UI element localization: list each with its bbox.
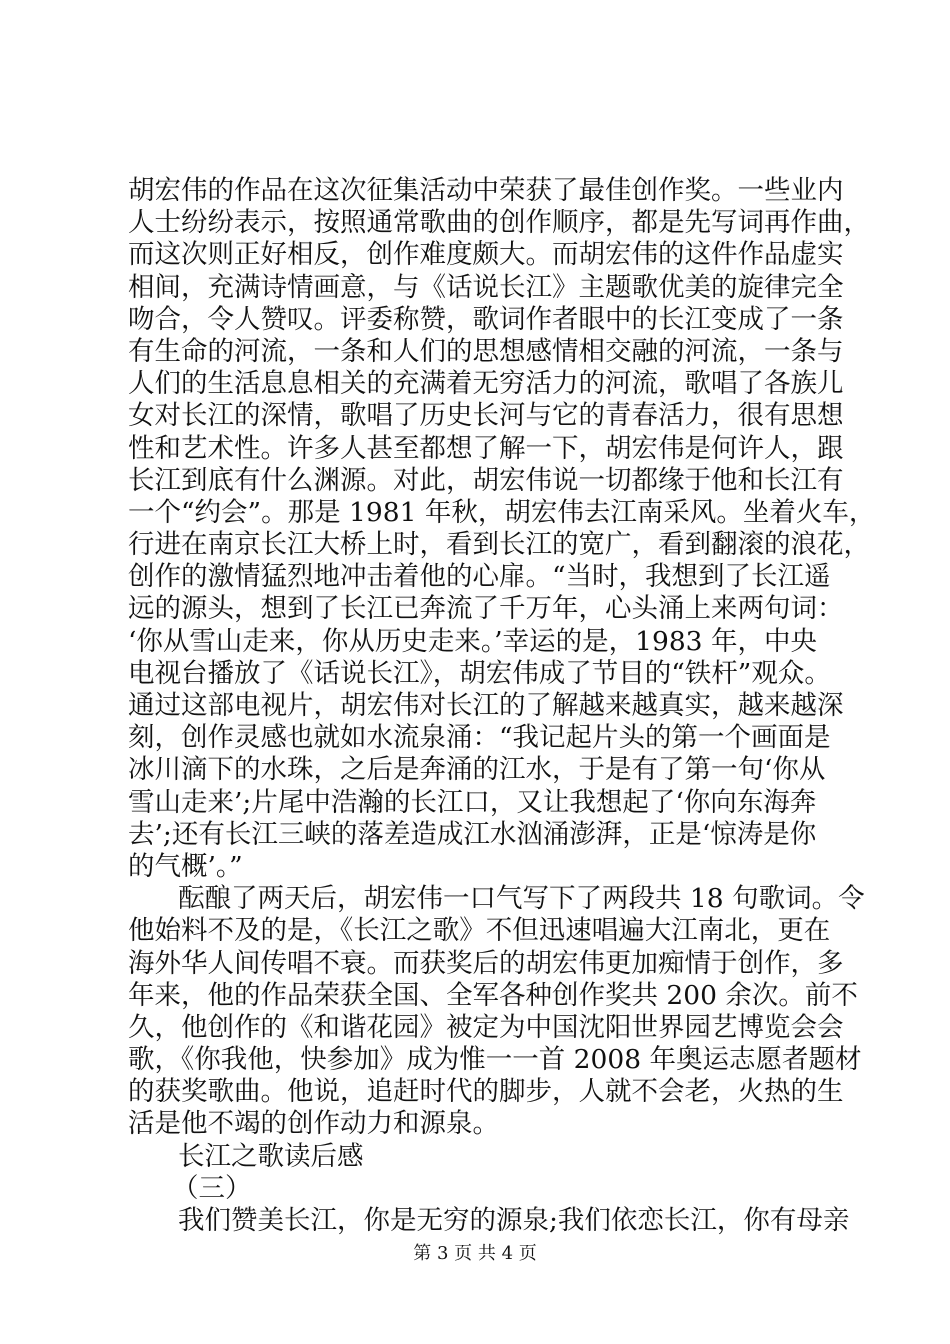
text-line: 相间，充满诗情画意，与《话说长江》主题歌优美的旋律完全	[128, 271, 844, 303]
paragraph-start-line: 酝酿了两天后，胡宏伟一口气写下了两段共 18 句歌词。令	[178, 883, 865, 915]
page-footer: 第 3 页 共 4 页	[413, 1243, 537, 1264]
text-line: 久，他创作的《和谐花园》被定为中国沈阳世界园艺博览会会	[128, 1011, 844, 1043]
text-line: 雪山走来’;片尾中浩瀚的长江口，又让我想起了‘你向东海奔	[128, 786, 817, 818]
text-line: 远的源头，想到了长江已奔流了千万年，心头涌上来两句词：	[128, 593, 844, 625]
text-line: 而这次则正好相反，创作难度颇大。而胡宏伟的这件作品虚实	[128, 239, 844, 271]
text-line: 他始料不及的是，《长江之歌》不但迅速唱遍大江南北，更在	[128, 915, 831, 947]
text-line: 刻，创作灵感也就如水流泉涌：“我记起片头的第一个画面是	[128, 722, 831, 754]
text-line: 性和艺术性。许多人甚至都想了解一下，胡宏伟是何许人，跟	[128, 432, 844, 464]
text-line: 冰川滴下的水珠，之后是奔涌的江水，于是有了第一句‘你从	[128, 754, 826, 786]
text-line: 去’;还有长江三峡的落差造成江水汹涌澎湃，正是‘惊涛是你	[128, 818, 817, 850]
text-line: 人士纷纷表示，按照通常歌曲的创作顺序，都是先写词再作曲，	[128, 207, 870, 239]
text-line: 胡宏伟的作品在这次征集活动中荣获了最佳创作奖。一些业内	[128, 175, 844, 206]
text-line: 海外华人间传唱不衰。而获奖后的胡宏伟更加痴情于创作，多	[128, 947, 844, 979]
text-line: 活是他不竭的创作动力和源泉。	[128, 1108, 499, 1140]
text-line: 年来，他的作品荣获全国、全军各种创作奖共 200 余次。前不	[128, 979, 858, 1011]
section-heading: 长江之歌读后感	[178, 1140, 364, 1172]
text-line: 吻合，令人赞叹。评委称赞，歌词作者眼中的长江变成了一条	[128, 303, 844, 335]
text-line: 一个“约会”。那是 1981 年秋，胡宏伟去江南采风。坐着火车，	[128, 496, 876, 528]
text-line: 创作的激情猛烈地冲击着他的心扉。“当时，我想到了长江遥	[128, 561, 831, 593]
text-line: 的气概’。”	[128, 850, 243, 882]
text-line: 行进在南京长江大桥上时，看到长江的宽广，看到翻滚的浪花，	[128, 529, 870, 561]
text-line: 人们的生活息息相关的充满着无穷活力的河流，歌唱了各族儿	[128, 368, 844, 400]
section-number: （三）	[172, 1172, 252, 1204]
text-line: ‘你从雪山走来，你从历史走来。’幸运的是，1983 年，中央	[128, 625, 817, 657]
text-line: 有生命的河流，一条和人们的思想感情相交融的河流，一条与	[128, 335, 844, 367]
text-line: 歌，《你我他，快参加》成为惟一一首 2008 年奥运志愿者题材	[128, 1044, 862, 1076]
text-line: 长江到底有什么渊源。对此，胡宏伟说一切都缘于他和长江有	[128, 464, 844, 496]
text-line: 女对长江的深情，歌唱了历史长河与它的青春活力，很有思想	[128, 400, 844, 432]
text-line: 通过这部电视片，胡宏伟对长江的了解越来越真实，越来越深	[128, 690, 844, 721]
text-line: 的获奖歌曲。他说，追赶时代的脚步，人就不会老，火热的生	[128, 1076, 844, 1108]
paragraph-start-line: 我们赞美长江，你是无穷的源泉;我们依恋长江，你有母亲	[178, 1205, 850, 1236]
body-text	[128, 175, 876, 1237]
text-line: 电视台播放了《话说长江》，胡宏伟成了节目的“铁杆”观众。	[128, 657, 831, 689]
